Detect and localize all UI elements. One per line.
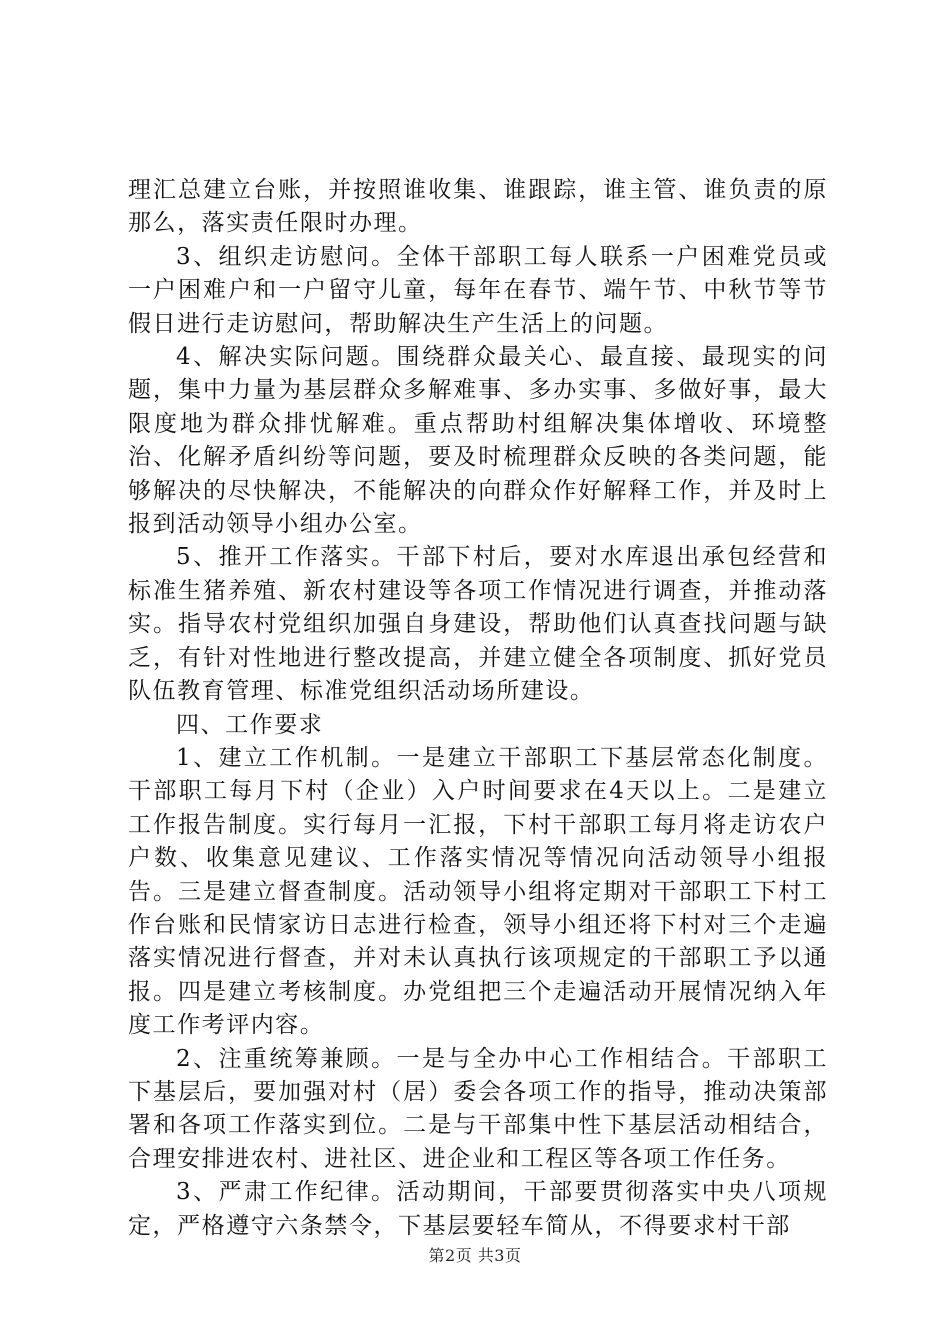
paragraph-overall-planning: 2、注重统筹兼顾。一是与全办中心工作相结合。干部职工下基层后，要加强对村（居）委会各项工作的指导，推动决策部署和各项工作落实到位。二是与干部集中性下基层活动相结合，合理安排进农村、进社区、进企业和工程区等各项工作任务。 xyxy=(128,1045,828,1172)
paragraph-implement-work: 5、推开工作落实。干部下村后，要对水库退出承包经营和标准生猪养殖、新农村建设等各项工作情况进行调查，并推动落实。指导农村党组织加强自身建设，帮助他们认真查找问题与缺乏，有针对性地进行整改提高，并建立健全各项制度、抓好党员队伍教育管理、标准党组织活动场所建设。 xyxy=(128,544,828,705)
paragraph-solve-problems: 4、解决实际问题。围绕群众最关心、最直接、最现实的问题，集中力量为基层群众多解难事、多办实事、多做好事，最大限度地为群众排忧解难。重点帮助村组解决集体增收、环境整治、化解矛盾纠纷等问题，要及时梳理群众反映的各类问题，能够解决的尽快解决，不能解决的向群众作好解释工作，并及时上报到活动领导小组办公室。 xyxy=(128,344,828,538)
page-footer: 第2页 共3页 xyxy=(428,1246,522,1265)
section-heading-work-requirements: 四、工作要求 xyxy=(176,711,324,738)
paragraph-work-mechanism: 1、建立工作机制。一是建立干部职工下基层常态化制度。干部职工每月下村（企业）入户时间要求在4天以上。二是建立工作报告制度。实行每月一汇报，下村干部职工每月将走访农户户数、收集意见建议、工作落实情况等情况向活动领导小组报告。三是建立督查制度。活动领导小组将定期对干部职工下村工作台账和民情家访日志进行检查，领导小组还将下村对三个走遍落实情况进行督查，并对未认真执行该项规定的干部职工予以通报。四是建立考核制度。办党组把三个走遍活动开展情况纳入年度工作考评内容。 xyxy=(128,744,828,1039)
paragraph-continued: 理汇总建立台账，并按照谁收集、谁跟踪，谁主管、谁负责的原那么，落实责任限时办理。 xyxy=(128,177,828,237)
paragraph-work-discipline: 3、严肃工作纪律。活动期间，干部要贯彻落实中央八项规定，严格遵守六条禁令，下基层要轻车简从，不得要求村干部 xyxy=(128,1179,828,1239)
document-body xyxy=(128,174,828,1243)
paragraph-visit-condolence: 3、组织走访慰问。全体干部职工每人联系一户困难党员或一户困难户和一户留守儿童，每年在春节、端午节、中秋节等节假日进行走访慰问，帮助解决生产生活上的问题。 xyxy=(128,243,828,337)
